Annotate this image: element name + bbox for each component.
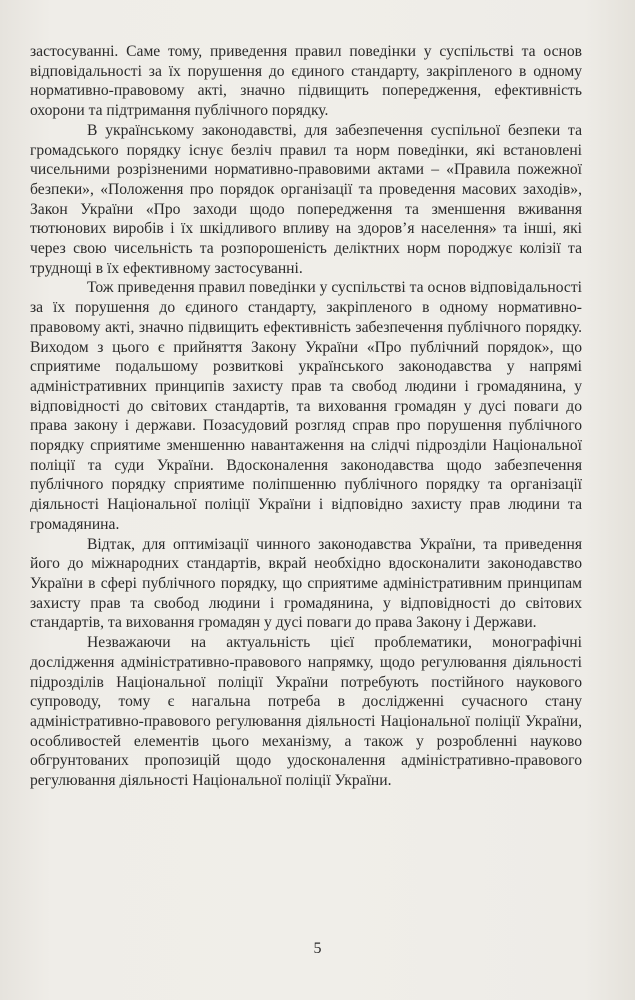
paragraph: В українському законодавстві, для забезпечення суспільної безпеки та громадського порядку існує безліч правил та норм поведінки, які встановлені чисельними розрізненими нормативно-правовими актами – «Правила пожежної безпеки», «Положення про порядок організації та проведення масових заходів», Закон України «Про заходи щодо попередження та зменшення вживання тютюнових виробів і їх шкідливого впливу на здоров’я населення» та інші, які через свою чисельність та розпорошеність деліктних норм породжує колізії та труднощі в їх ефективному застосуванні.: [30, 121, 582, 277]
paragraph: застосуванні. Саме тому, приведення правил поведінки у суспільстві та основ відповідальності за їх порушення до єдиного стандарту, закріпленого в одному нормативно-правовому акті, значно підвищить попередження, ефективність охорони та підтримання публічного порядку.: [30, 43, 582, 120]
page-number: 5: [313, 940, 322, 957]
paragraph: Відтак, для оптимізації чинного законодавства України, та приведення його до міжнародних стандартів, вкрай необхідно вдосконалити законодавство України в сфері публічного порядку, що сприятиме адміністративним принципам захисту прав та свобод людини і громадянина, у відповідності до світових стандартів, та виховання громадян у дусі поваги до права Закону і Держави.: [30, 535, 582, 632]
body-text: [30, 42, 582, 791]
paragraph: Тож приведення правил поведінки у суспільстві та основ відповідальності за їх порушення до єдиного стандарту, закріпленого в одному нормативно-правовому акті, значно підвищить ефективність забезпечення публічного порядку. Виходом з цього є прийняття Закону України «Про публічний порядок», що сприятиме подальшому розвиткові українського законодавства у напрямі адміністративних принципів захисту прав та свобод людини і громадянина, у відповідності до світових стандартів, та виховання громадян у дусі поваги до права закону і держави. Позасудовий розгляд справ про порушення публічного порядку сприятиме зменшенню навантаження на слідчі підрозділи Національної поліції та суди України. Вдосконалення законодавства щодо забезпечення публічного порядку сприятиме поліпшенню публічного порядку та організації діяльності Національної поліції України і відповідно захисту прав людини та громадянина.: [30, 279, 582, 533]
paragraph: Незважаючи на актуальність цієї проблематики, монографічні дослідження адміністративно-правового напрямку, щодо регулювання діяльності підрозділів Національної поліції України потребують постійного наукового супроводу, тому є нагальна потреба в дослідженні сучасного стану адміністративно-правового регулювання діяльності Національної поліції України, особливостей елементів цього механізму, а також у розробленні науково обгрунтованих пропозицій щодо удосконалення адміністративно-правового регулювання діяльності Національної поліції України.: [30, 634, 582, 790]
